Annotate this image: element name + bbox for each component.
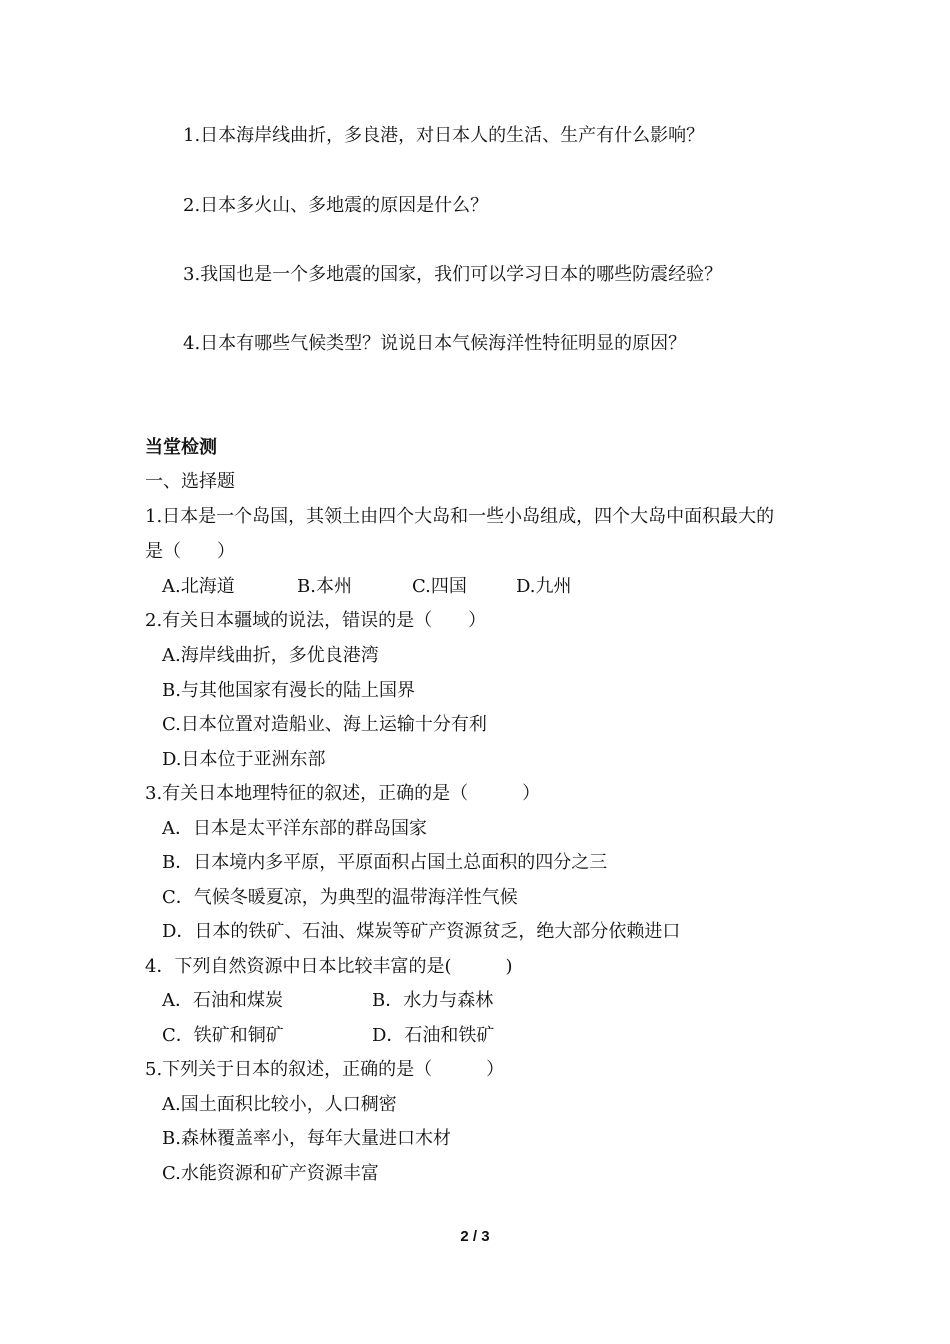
q2-option-b: B.与其他国家有漫长的陆上国界 bbox=[162, 680, 415, 701]
subsection-title: 一、选择题 bbox=[145, 471, 235, 492]
q2-stem: 2.有关日本疆域的说法，错误的是（ ） bbox=[145, 610, 487, 631]
q1-option-b: B.本州 bbox=[297, 576, 352, 597]
q5-option-a: A.国土面积比较小，人口稠密 bbox=[162, 1094, 397, 1115]
q1-option-a: A.北海道 bbox=[162, 576, 235, 597]
q4-option-d: D．石油和铁矿 bbox=[372, 1025, 495, 1046]
q3-option-b: B．日本境内多平原，平原面积占国土总面积的四分之三 bbox=[162, 852, 608, 873]
q4-options-row2 bbox=[162, 1024, 494, 1048]
q4-option-b: B．水力与森林 bbox=[372, 990, 494, 1011]
discussion-question-2: 2.日本多火山、多地震的原因是什么？ bbox=[183, 195, 489, 216]
q3-option-a: A．日本是太平洋东部的群岛国家 bbox=[162, 818, 427, 839]
q4-stem: 4．下列自然资源中日本比较丰富的是( ) bbox=[145, 956, 513, 977]
q2-option-c: C.日本位置对造船业、海上运输十分有利 bbox=[162, 714, 487, 735]
q4-option-c: C．铁矿和铜矿 bbox=[162, 1025, 284, 1046]
q1-option-c: C.四国 bbox=[412, 576, 467, 597]
q2-option-d: D.日本位于亚洲东部 bbox=[162, 749, 326, 770]
q5-option-c: C.水能资源和矿产资源丰富 bbox=[162, 1163, 379, 1184]
section-title: 当堂检测 bbox=[145, 437, 217, 458]
discussion-question-3: 3.我国也是一个多地震的国家，我们可以学习日本的哪些防震经验？ bbox=[183, 264, 723, 285]
discussion-question-1: 1.日本海岸线曲折，多良港，对日本人的生活、生产有什么影响？ bbox=[183, 125, 705, 146]
q5-stem: 5.下列关于日本的叙述，正确的是（ ） bbox=[145, 1059, 505, 1080]
q5-option-b: B.森林覆盖率小，每年大量进口木材 bbox=[162, 1128, 451, 1149]
q4-options-row1 bbox=[162, 989, 493, 1013]
q3-option-d: D．日本的铁矿、石油、煤炭等矿产资源贫乏，绝大部分依赖进口 bbox=[162, 921, 681, 942]
page-number: 2 / 3 bbox=[460, 1228, 490, 1245]
q4-option-a: A．石油和煤炭 bbox=[162, 990, 283, 1011]
q1-options bbox=[162, 575, 572, 599]
q3-stem: 3.有关日本地理特征的叙述，正确的是（ ） bbox=[145, 783, 541, 804]
q1-stem-line2: 是（ ） bbox=[145, 541, 235, 562]
q2-option-a: A.海岸线曲折，多优良港湾 bbox=[162, 645, 379, 666]
discussion-question-4: 4.日本有哪些气候类型？说说日本气候海洋性特征明显的原因？ bbox=[183, 333, 687, 354]
q3-option-c: C．气候冬暖夏凉，为典型的温带海洋性气候 bbox=[162, 887, 518, 908]
q1-option-d: D.九州 bbox=[516, 576, 572, 597]
q1-stem-line1: 1.日本是一个岛国，其领土由四个大岛和一些小岛组成，四个大岛中面积最大的 bbox=[145, 506, 775, 527]
